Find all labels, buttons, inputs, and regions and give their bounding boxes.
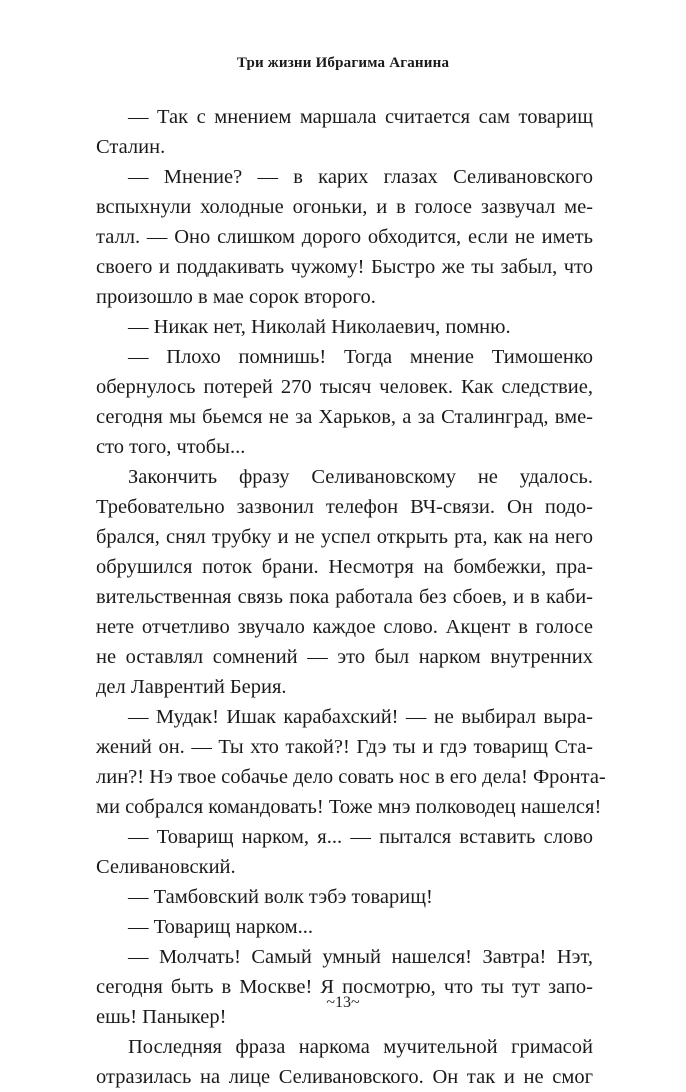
text-line: вительственная связь пока работала без сбоев, и в каби- [96,586,593,608]
text-line: ешь! Паныкер! [96,1006,227,1028]
text-line: обрушился поток брани. Несмотря на бомбежки, пра- [96,556,593,578]
text-line: своего и поддакивать чужому! Быстро же ты забыл, что [96,256,593,278]
text-line: талл. — Оно слишком дорого обходится, если не иметь [96,226,593,248]
text-line: Требовательно зазвонил телефон ВЧ-связи. Он подо- [96,496,593,518]
text-line: отразилась на лице Селивановского. Он так и не смог [96,1066,593,1088]
text-line: сто того, чтобы... [96,436,246,458]
text-line: — Так с мнением маршала считается сам товарищ [128,106,593,128]
text-line: ми собрался командовать! Тоже мнэ полководец нашелся! [96,796,602,818]
text-line: нете отчетливо звучало каждое слово. Акцент в голосе [96,616,593,638]
text-line: — Товарищ нарком, я... — пытался вставить слово [128,826,593,848]
text-line: — Тамбовский волк тэбэ товарищ! [128,886,433,908]
page-number: ~13~ [326,994,360,1011]
text-line: вспыхнули холодные огоньки, и в голосе зазвучал ме- [96,196,593,218]
text-line: Последняя фраза наркома мучительной гримасой [128,1036,593,1058]
text-line: лин?! Нэ твое собачье дело совать нос в его дела! Фронта- [96,766,606,788]
text-line: дел Лаврентий Берия. [96,676,287,698]
text-line: — Плохо помнишь! Тогда мнение Тимошенко [128,346,593,368]
text-line: обернулось потерей 270 тысяч человек. Как следствие, [96,376,593,398]
text-line: Закончить фразу Селивановскому не удалось. [128,466,593,488]
text-line: — Мудак! Ишак карабахский! — не выбирал выра- [128,706,593,728]
text-line: сегодня быть в Москве! Я посмотрю, что ты тут запо- [96,976,593,998]
text-line: Сталин. [96,136,166,158]
text-line: произошло в мае сорок второго. [96,286,376,308]
text-line: — Никак нет, Николай Николаевич, помню. [128,316,511,338]
text-line: не оставлял сомнений — это был нарком внутренних [96,646,593,668]
text-line: — Мнение? — в карих глазах Селивановского [128,166,593,188]
text-line: брался, снял трубку и не успел открыть рта, как на него [96,526,593,548]
text-line: — Товарищ нарком... [128,916,313,938]
text-line: жений он. — Ты хто такой?! Гдэ ты и гдэ товарищ Ста- [96,736,593,758]
text-line: сегодня мы бьемся не за Харьков, а за Сталинград, вме- [96,406,593,428]
text-line: — Молчать! Самый умный нашелся! Завтра! Нэт, [128,946,593,968]
running-head-title: Три жизни Ибрагима Аганина [236,55,450,71]
body-text [96,102,606,1092]
text-line: Селивановский. [96,856,236,878]
